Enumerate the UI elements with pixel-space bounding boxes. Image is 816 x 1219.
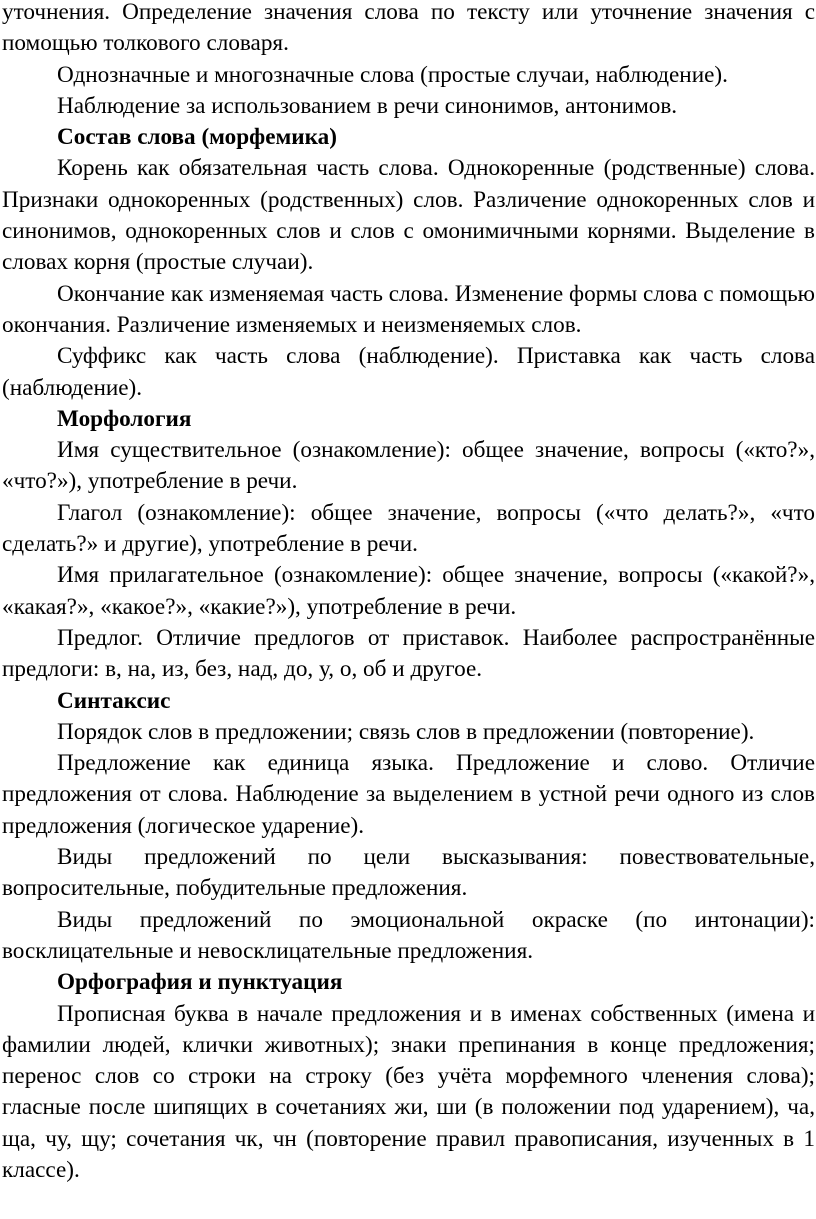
heading-syntax: Синтаксис: [57, 687, 171, 714]
paragraph-synonyms: Наблюдение за использованием в речи синонимов, антонимов.: [57, 92, 678, 119]
paragraph-polysemy: Однозначные и многозначные слова (простые случаи, наблюдение).: [57, 61, 728, 88]
paragraph-root: Корень как обязательная часть слова. Однокоренные (родственные) слова. Признаки однокоренных (родственных) слов. Различение однокоренных слов и синонимов, однокоренных слов и слов с омонимичными корнями. Выделение в словах корня (простые случаи).: [2, 155, 815, 276]
paragraph-sentence-purpose: Виды предложений по цели высказывания: повествовательные, вопросительные, побудительные предложения.: [2, 844, 815, 902]
paragraph-sentence-emotion: Виды предложений по эмоциональной окраске (по интонации): восклицательные и невосклицательные предложения.: [2, 906, 815, 964]
paragraph-sentence-unit: Предложение как единица языка. Предложение и слово. Отличие предложения от слова. Наблюдение за выделением в устной речи одного из слов предложения (логическое ударение).: [2, 750, 815, 839]
paragraph-adjective: Имя прилагательное (ознакомление): общее значение, вопросы («какой?», «какая?», «какое?», «какие?»), употребление в речи.: [2, 562, 815, 620]
paragraph-ending: Окончание как изменяемая часть слова. Изменение формы слова с помощью окончания. Различение изменяемых и неизменяемых слов.: [2, 280, 815, 338]
heading-morphology: Морфология: [57, 405, 192, 432]
paragraph-capital-letter: Прописная буква в начале предложения и в именах собственных (имена и фамилии людей, клички животных); знаки препинания в конце предложения; перенос слов со строки на строку (без учёта морфемного членения слова); гласные после шипящих в сочетаниях жи, ши (в положении под ударением), ча, ща, чу, щу; сочетания чк, чн (повторение правил правописания, изученных в 1 классе).: [2, 1000, 815, 1183]
paragraph-suffix-prefix: Суффикс как часть слова (наблюдение). Приставка как часть слова (наблюдение).: [2, 343, 815, 401]
paragraph-noun: Имя существительное (ознакомление): общее значение, вопросы («кто?», «что?»), употребление в речи.: [2, 437, 815, 495]
heading-orthography: Орфография и пунктуация: [57, 969, 343, 996]
paragraph-preposition: Предлог. Отличие предлогов от приставок. Наиболее распространённые предлоги: в, на, из, без, над, до, у, о, об и другое.: [2, 624, 815, 683]
heading-morphemics: Состав слова (морфемика): [57, 124, 337, 151]
paragraph-lexicon-end: уточнения. Определение значения слова по тексту или уточнение значения с помощью толкового словаря.: [2, 0, 815, 57]
paragraph-word-order: Порядок слов в предложении; связь слов в предложении (повторение).: [57, 718, 755, 745]
document-page: [2, 0, 815, 1186]
paragraph-verb: Глагол (ознакомление): общее значение, вопросы («что делать?», «что сделать?» и другие), употребление в речи.: [2, 499, 815, 558]
